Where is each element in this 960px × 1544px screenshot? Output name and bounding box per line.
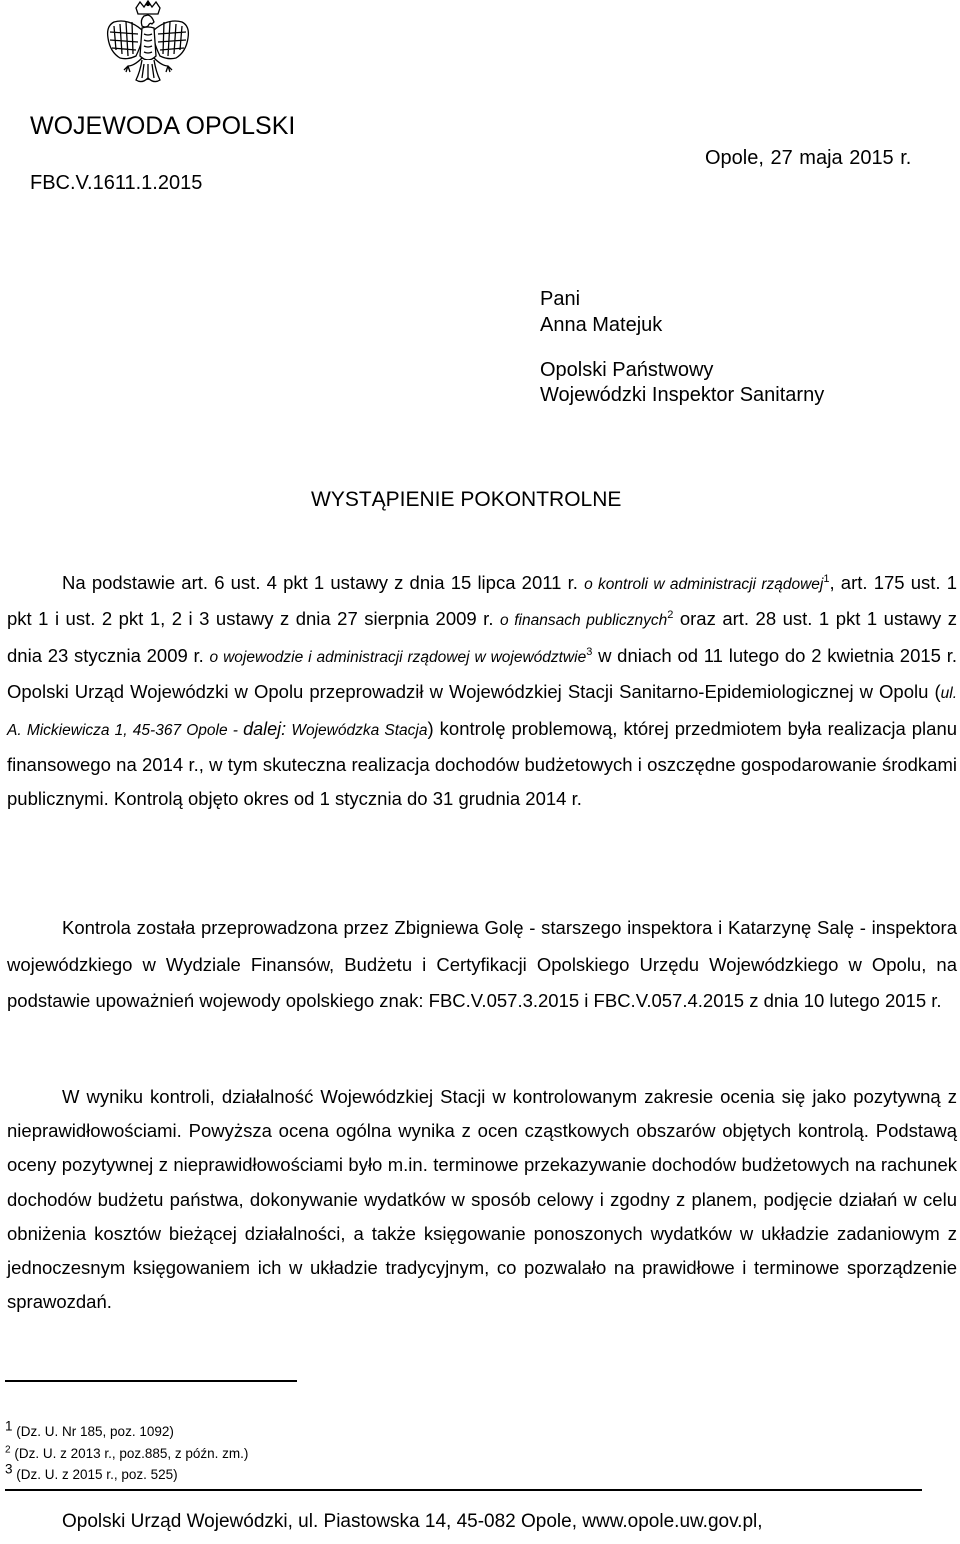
document-title: WYSTĄPIENIE POKONTROLNE: [311, 488, 622, 511]
p1-dalej: dalej:: [243, 718, 287, 739]
footnote-3-number: 3: [5, 1461, 13, 1477]
p1-text-4: w dniach od 11 lutego do 2 kwietnia 2015 r. Opolski Urząd Wojewódzki w Opolu przeprowadził w Wojewódzkiej Stacji Sanitarno-Epidemiologicznej w Opolu (: [7, 644, 957, 703]
footnote-1: [5, 1418, 174, 1439]
recipient-title-line2: Wojewódzki Inspektor Sanitarny: [540, 384, 825, 406]
p1-text-1: Na podstawie art. 6 ust. 4 pkt 1 ustawy z dnia 15 lipca 2011 r.: [62, 572, 585, 593]
reference-number: FBC.V.1611.1.2015: [30, 172, 203, 194]
footnote-1-text: (Dz. U. Nr 185, poz. 1092): [16, 1424, 174, 1439]
footnote-2: [5, 1446, 248, 1461]
p1-act-1: o kontroli w administracji rządowej: [584, 576, 824, 593]
p1-address: ul. A. Mickiewicza 1, 45-367 Opole -: [7, 685, 957, 739]
footnote-ref-3: 3: [586, 645, 593, 658]
p1-act-3: o wojewodzie i administracji rządowej w województwie: [209, 648, 587, 666]
recipient-salutation: Pani: [540, 288, 581, 310]
paragraph-legal-basis: [7, 566, 957, 817]
recipient-title-line1: Opolski Państwowy: [540, 359, 714, 381]
footnote-2-number: 2: [5, 1444, 11, 1456]
footnote-1-number: 1: [5, 1418, 13, 1434]
paragraph-assessment: [7, 1080, 957, 1319]
p1-short-name: Wojewódzka Stacja: [286, 721, 428, 739]
footnote-separator: [5, 1380, 297, 1382]
footer-separator: [5, 1489, 922, 1491]
p1-text-2: , art. 175 ust. 1 pkt 1 i ust. 2 pkt 1, 2 i 3 ustawy z dnia 27 sierpnia 2009 r.: [7, 572, 958, 630]
p1-text-3: oraz art. 28 ust. 1 pkt 1 ustawy z dnia 23 stycznia 2009 r.: [7, 608, 957, 666]
footnote-ref-2: 2: [667, 609, 674, 622]
footnote-3-text: (Dz. U. z 2015 r., poz. 525): [16, 1467, 178, 1482]
p1-text-5: ) kontrolę problemową, której przedmiotem była realizacja planu finansowego na 2014 r., w tym skuteczna realizacja dochodów budżetowych i oszczędne gospodarowanie środkami publicznymi. Kontrolą objęto okres od 1 stycznia do 31 grudnia 2014 r.: [7, 717, 958, 810]
paragraph-inspectors: [7, 910, 957, 1020]
p1-act-2: o finansach publicznych: [499, 612, 668, 630]
document-date: Opole, 27 maja 2015 r.: [705, 147, 912, 169]
footer-address: Opolski Urząd Wojewódzki, ul. Piastowska 14, 45-082 Opole, www.opole.uw.gov.pl,: [62, 1511, 763, 1532]
footnote-2-text: (Dz. U. z 2013 r., poz.885, z późn. zm.): [14, 1446, 249, 1461]
footnote-3: [5, 1461, 178, 1482]
recipient-name: Anna Matejuk: [540, 314, 663, 336]
p3-text: W wyniku kontroli, działalność Wojewódzkiej Stacji w kontrolowanym zakresie ocenia się jako pozytywną z nieprawidłowościami. Powyższa ocena ogólna wynika z ocen cząstkowych obszarów objętych kontrolą. Podstawą oceny pozytywnej z nieprawidłowościami było m.in. terminowe przekazywanie dochodów budżetowych na rachunek dochodów budżetu państwa, dokonywanie wydatków w sposób celowy i zgodny z planem, podjęcie działań w celu obniżenia kosztów bieżącej działalności, a także księgowanie ponoszonych wydatków w układzie zadaniowym z jednoczesnym księgowaniem ich w układzie tradycyjnym, co pozwalało na prawidłowe i terminowe sporządzenie sprawozdań.: [7, 1086, 957, 1313]
polish-eagle-emblem: [100, 0, 196, 100]
footnote-ref-1: 1: [823, 572, 830, 585]
p2-text: Kontrola została przeprowadzona przez Zbigniewa Golę - starszego inspektora i Katarzynę Salę - inspektora wojewódzkiego w Wydziale Finansów, Budżetu i Certyfikacji Opolskiego Urzędu Wojewódzkiego w Opolu, na podstawie upoważnień wojewody opolskiego znak: FBC.V.057.3.2015 i FBC.V.057.4.2015 z dnia 10 lutego 2015 r.: [7, 917, 957, 1011]
authority-title: WOJEWODA OPOLSKI: [30, 112, 296, 140]
